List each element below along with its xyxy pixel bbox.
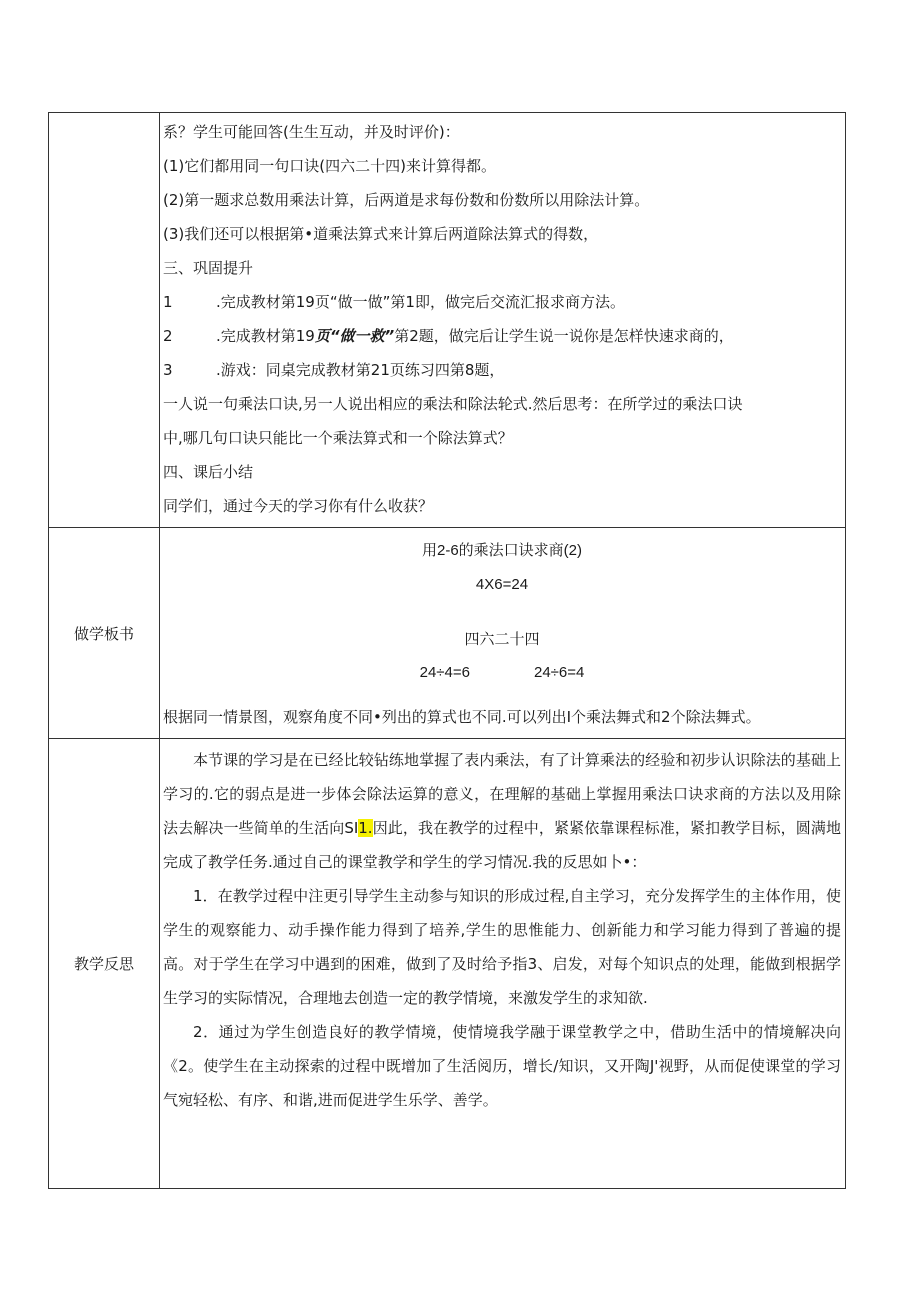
reflection-paragraph-2: 1．在教学过程中注更引导学生主动参与知识的形成过程,自主学习，充分发挥学生的主体作用，使学生的观察能力、动手操作能力得到了培养,学生的思惟能力、创新能力和学习能力得到了普遍的提高。对于学生在学习中遇到的困难，做到了及时给予指3、启发，对每个知识点的处理，能做到根据学生学习的实际情况，合理地去创造一定的教学情境，来激发学生的求知欲. — [163, 887, 841, 1007]
list-item — [163, 319, 841, 353]
list-number: 2 — [163, 327, 173, 345]
table-row-reflection — [49, 739, 846, 1189]
reflection-content-cell — [160, 739, 846, 1189]
reflection-text: 本节课的学习是在已经比较钻练地掌握了表内乘法，有了计算乘法的经验和初步认识除法的基础上学习的.它的弱点是进一步体会除法运算的意义，在理解的基础上掌握用乘法口诀求商的方法以及用除法去解决一些简单的生活向SI — [163, 751, 841, 837]
reflection-paragraph-3: 2．通过为学生创造良好的教学情境，使情境我学融于课堂教学之中，借助生活中的情境解决向《2。使学生在主动探索的过程中既增加了生活阅历，增长/知识，又开陶J'视野，从而促使课堂的学习气宛轻松、有序、和谐,进而促进学生乐学、善学。 — [163, 1023, 841, 1109]
reflection-label: 教学反思 — [49, 739, 160, 1189]
procedure-content-cell — [160, 113, 846, 528]
table-row-procedure — [49, 113, 846, 528]
text-line: (2)第一题求总数用乘法计算，后两道是求每份数和份数所以用除法计算。 — [163, 191, 650, 209]
lesson-plan-table — [48, 112, 846, 1189]
list-item — [163, 353, 841, 387]
list-text: .游戏：同桌完成教材第21页练习四第8题， — [216, 361, 505, 379]
list-number: 1 — [163, 293, 173, 311]
board-division-1: 24÷4=6 — [419, 664, 470, 681]
list-text-bold: 页“做一救” — [314, 327, 395, 345]
reflection-paragraph-1 — [163, 743, 841, 879]
text-line: 同学们，通过今天的学习你有什么收获？ — [163, 497, 434, 515]
board-division-row — [163, 656, 841, 690]
text-line: (3)我们还可以根据第•道乘法算式来计算后两道除法算式的得数， — [163, 225, 599, 243]
reflection-text: 因此，我在教学的过程中，紧紧依靠课程标准，紧扣教学目标，圆满地完成了教学任务.通过自己的课堂教学和学生的学习情况.我的反思如卜•： — [163, 819, 841, 871]
board-label: 做学板书 — [49, 528, 160, 739]
board-division-2: 24÷6=4 — [534, 664, 585, 681]
board-note: 根据同一情景图，观察角度不同•列出的算式也不同.可以列出I个乘法舞式和2个除法舞式。 — [163, 708, 761, 726]
text-line: 系？学生可能回答(生生互动，并及时评价)： — [163, 123, 460, 141]
section-heading: 四、课后小结 — [163, 463, 254, 481]
table-row-board — [49, 528, 846, 739]
text-line: 一人说一句乘法口诀,另一人说出相应的乘法和除法轮式.然后思考：在所学过的乘法口诀 — [163, 395, 743, 413]
procedure-label-cell — [49, 113, 160, 528]
list-text: 第2题，做完后让学生说一说你是怎样快速求商的， — [394, 327, 734, 345]
text-line: (1)它们都用同一句口诀(四六二十四)来计算得都。 — [163, 157, 496, 175]
text-line: 中,哪几句口诀只能比一个乘法算式和一个除法算式？ — [163, 429, 513, 447]
section-heading: 三、巩固提升 — [163, 259, 254, 277]
board-rhyme: 四六二十四 — [464, 630, 540, 648]
list-text: .完成教材第19 — [216, 327, 315, 345]
highlighted-text: 1. — [358, 819, 373, 837]
list-item — [163, 285, 841, 319]
board-content-cell — [160, 528, 846, 739]
list-number: 3 — [163, 361, 173, 379]
board-equation: 4X6=24 — [475, 576, 529, 593]
list-text: .完成教材第19页“做一做”第1即，做完后交流汇报求商方法。 — [216, 293, 625, 311]
board-title: 用2-6的乘法口诀求商(2) — [421, 542, 582, 559]
